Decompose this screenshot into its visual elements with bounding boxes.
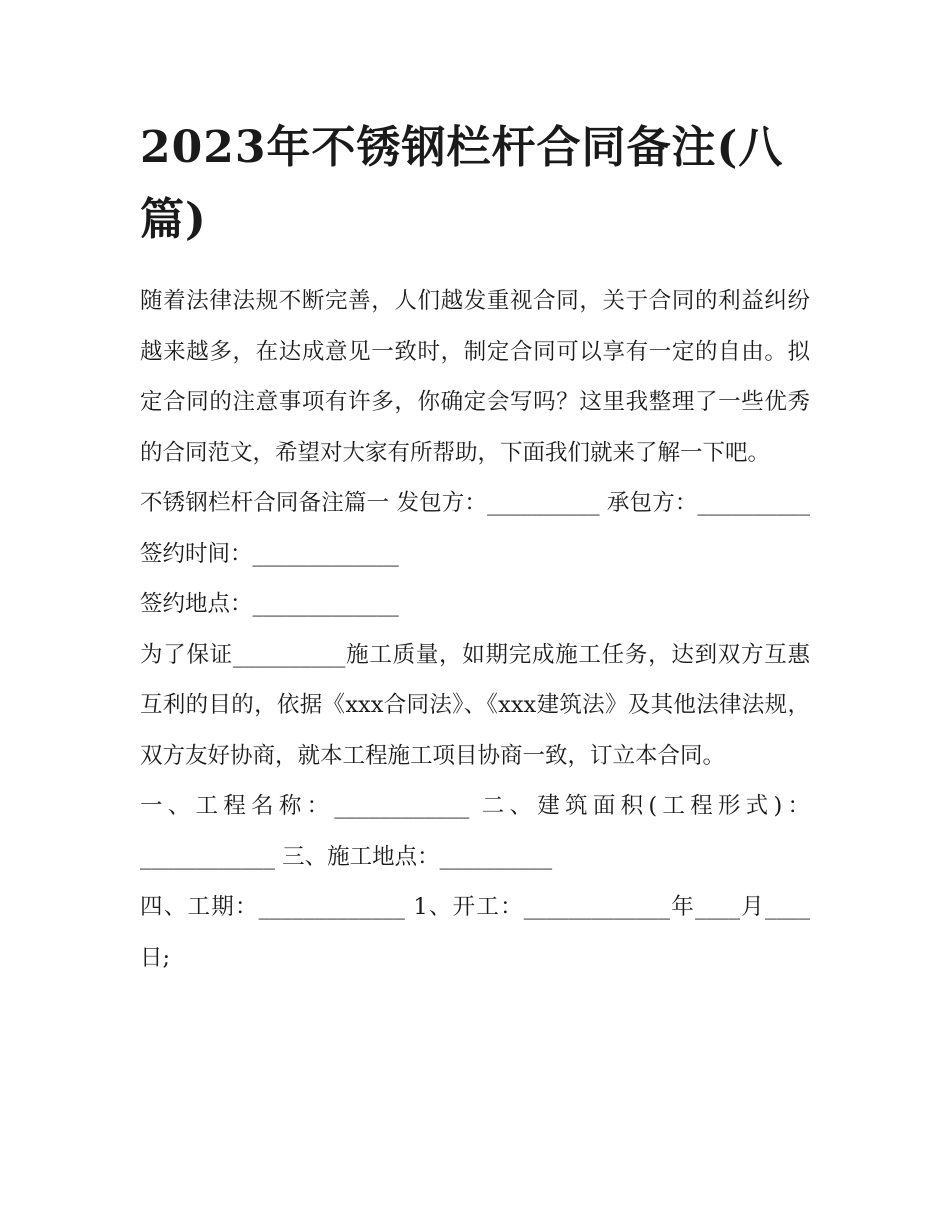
document-body [140,276,810,983]
intro-paragraph: 随着法律法规不断完善，人们越发重视合同，关于合同的利益纠纷越来越多，在达成意见一致时，制定合同可以享有一定的自由。拟定合同的注意事项有许多，你确定会写吗？这里我整理了一些优秀的合同范文，希望对大家有所帮助，下面我们就来了解一下吧。 [140,288,810,466]
contract-purpose-paragraph: 为了保证__________施工质量，如期完成施工任务，达到双方互惠互利的目的，依据《xxx合同法》、《xxx建筑法》及其他法律法规，双方友好协商，就本工程施工项目协商一致，订立本合同。 [140,641,810,769]
document-title: 2023年不锈钢栏杆合同备注(八篇) [140,122,784,245]
signing-location-line: 签约地点：_____________ [140,591,399,617]
contract-parties-line: 不锈钢栏杆合同备注篇一 发包方：__________ 承包方：__________ 签约时间：_____________ [140,490,810,567]
project-info-line: 一、工程名称：____________ 二、建筑面积(工程形式)：____________ 三、施工地点：__________ [140,793,810,870]
schedule-line: 四、工期：_____________ 1、开工：_____________年____月____日; [140,894,810,971]
